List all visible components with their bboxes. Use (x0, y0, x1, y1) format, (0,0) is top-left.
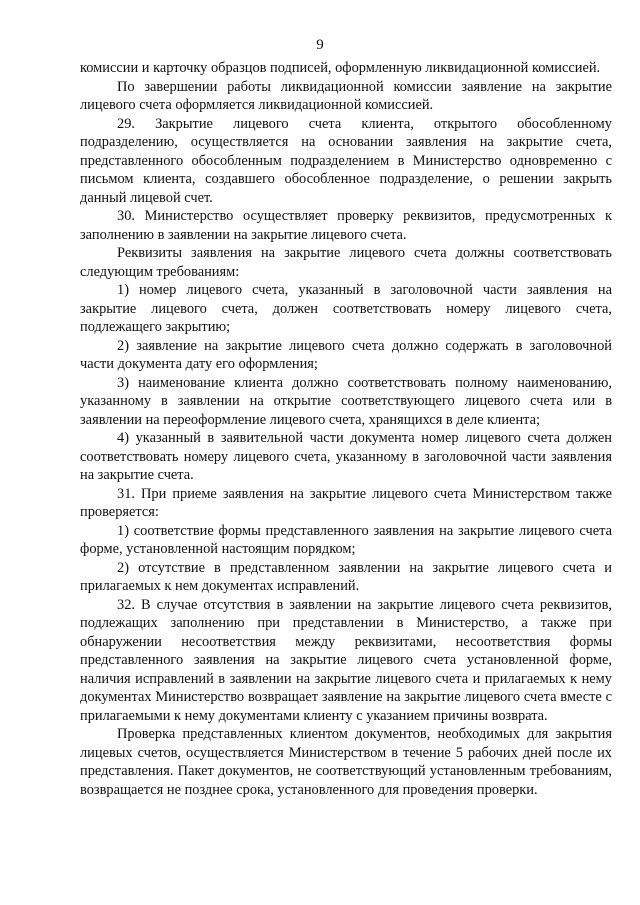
paragraph: Проверка представленных клиентом документов, необходимых для закрытия лицевых счетов, осуществляется Министерством в течение 5 рабочих дней после их представления. Пакет документов, не соответствующий установленным требованиям, возвращается не позднее срока, установленного для проведения проверки. (80, 726, 612, 798)
list-item: 4) указанный в заявительной части документа номер лицевого счета должен соответствовать номеру лицевого счета, указанному в заголовочной части заявления на закрытие счета. (80, 430, 612, 483)
document-body (80, 59, 612, 799)
page-number: 9 (316, 37, 324, 53)
paragraph-clause-29: 29. Закрытие лицевого счета клиента, открытого обособленному подразделению, осуществляется на основании заявления на закрытие счета, представленного обособленным подразделением в Министерство одновременно с письмом клиента, создавшего обособленное подразделение, о решении закрыть данный лицевой счет. (80, 115, 612, 206)
paragraph: По завершении работы ликвидационной комиссии заявление на закрытие лицевого счета оформляется ликвидационной комиссией. (80, 78, 612, 113)
list-item: 2) отсутствие в представленном заявлении на закрытие лицевого счета и прилагаемых к нем документах исправлений. (80, 559, 612, 594)
list-item: 2) заявление на закрытие лицевого счета должно содержать в заголовочной части документа дату его оформления; (80, 337, 612, 372)
list-item: 1) номер лицевого счета, указанный в заголовочной части заявления на закрытие лицевого счета, должен соответствовать номеру лицевого счета, подлежащего закрытию; (80, 282, 612, 335)
paragraph-clause-30: 30. Министерство осуществляет проверку реквизитов, предусмотренных к заполнению в заявлении на закрытие лицевого счета. (80, 208, 612, 243)
list-item: 3) наименование клиента должно соответствовать полному наименованию, указанному в заявлении на открытие соответствующего лицевого счета или в заявлении на переоформление лицевого счета, хранящихся в деле клиента; (80, 374, 612, 428)
list-item: 1) соответствие формы представленного заявления на закрытие лицевого счета форме, установленной настоящим порядком; (80, 522, 612, 557)
paragraph: Реквизиты заявления на закрытие лицевого счета должны соответствовать следующим требованиям: (80, 245, 612, 280)
paragraph-clause-32: 32. В случае отсутствия в заявлении на закрытие лицевого счета реквизитов, подлежащих заполнению при представлении в Министерство, а также при обнаружении несоответствия между реквизитами, несоответствия формы представленного заявления на закрытие лицевого счета установленной форме, наличия исправлений в заявлении на закрытие лицевого счета и прилагаемых к нему документах Министерство возвращает заявление на закрытие лицевого счета вместе с прилагаемыми к нему документами клиенту с указанием причины возврата. (80, 596, 612, 724)
paragraph-clause-31: 31. При приеме заявления на закрытие лицевого счета Министерством также проверяется: (80, 485, 612, 520)
paragraph-continuation: комиссии и карточку образцов подписей, оформленную ликвидационной комиссией. (80, 60, 601, 76)
